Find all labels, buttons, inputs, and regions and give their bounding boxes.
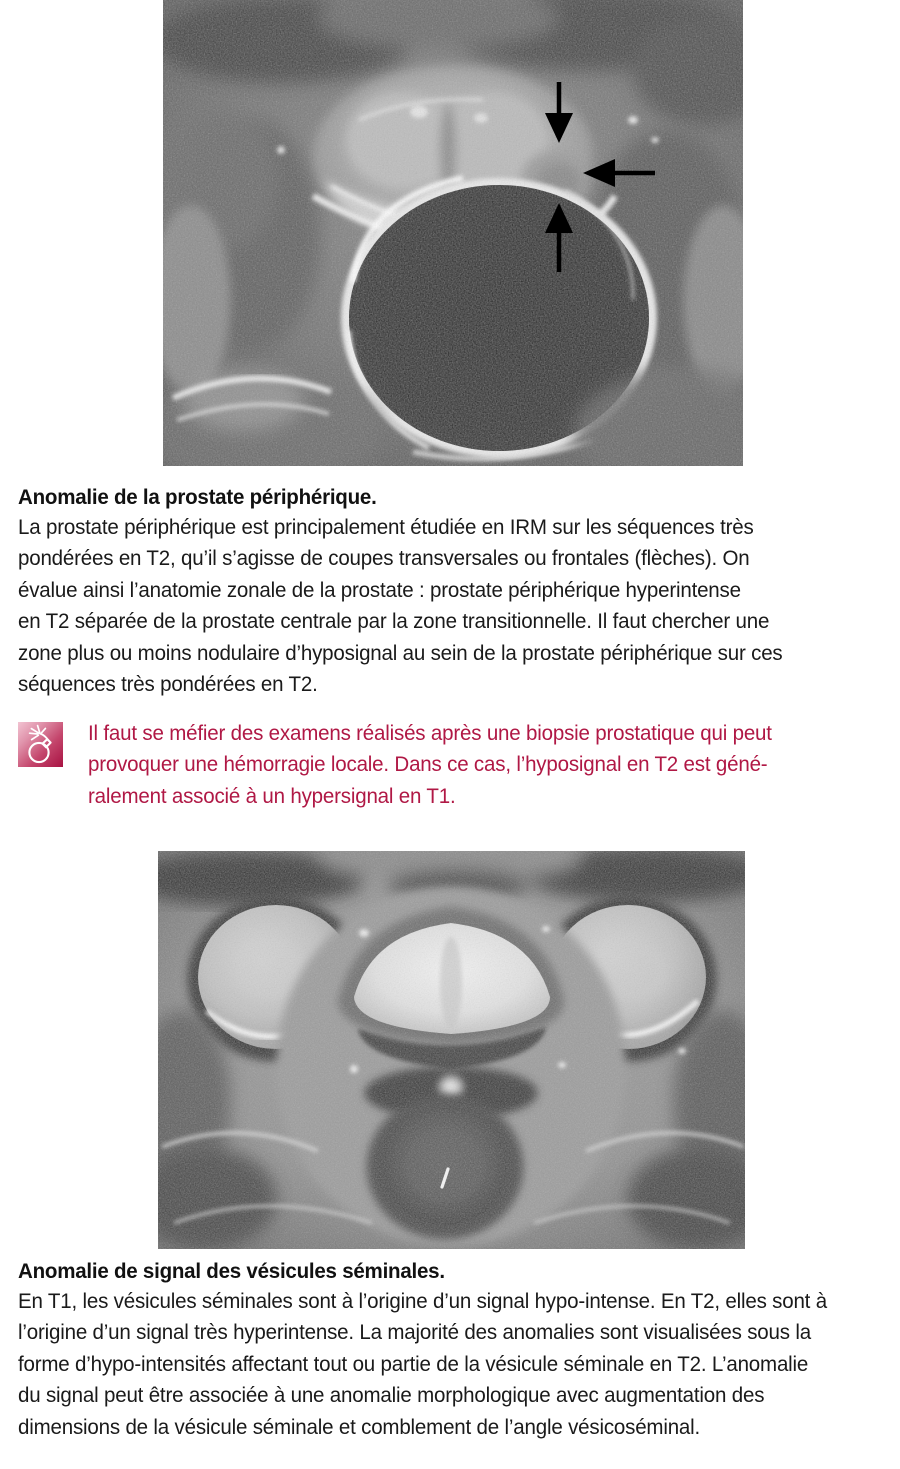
text-line: en T2 séparée de la prostate centrale par la zone transitionnelle. Il faut chercher une xyxy=(18,609,770,634)
warning-message xyxy=(88,718,846,812)
text-line: Il faut se méfier des examens réalisés après une biopsie prostatique qui peut xyxy=(88,721,772,745)
mri-prostate-image xyxy=(163,0,743,466)
warning-callout xyxy=(18,718,882,812)
text-line: forme d’hypo-intensités affectant tout ou partie de la vésicule séminale en T2. L’anomalie xyxy=(18,1351,809,1376)
text-line: du signal peut être associée à une anomalie morphologique avec augmentation des xyxy=(18,1383,765,1408)
text-line: évalue ainsi l’anatomie zonale de la prostate : prostate périphérique hyperintense xyxy=(18,577,741,602)
text-line: En T1, les vésicules séminales sont à l’origine d’un signal hypo-intense. En T2, elles sont à xyxy=(18,1289,827,1313)
text-line: zone plus ou moins nodulaire d’hyposignal au sein de la prostate périphérique sur ces xyxy=(18,640,783,665)
section-seminal-vesicles xyxy=(18,1256,882,1443)
bomb-icon-glyph xyxy=(18,722,63,767)
page-title-prostate: Anomalie de la prostate périphérique. xyxy=(18,485,377,509)
section-prostate xyxy=(18,482,882,700)
text-line: dimensions de la vésicule séminale et comblement de l’angle vésicoséminal. xyxy=(18,1414,701,1439)
text-line: ralement associé à un hypersignal en T1. xyxy=(88,783,456,808)
text-line: pondérées en T2, qu’il s’agisse de coupes transversales ou frontales (flèches). On xyxy=(18,546,750,571)
paragraph-prostate xyxy=(18,512,843,700)
paragraph-seminal-vesicles xyxy=(18,1286,843,1443)
page-title-seminal-vesicles: Anomalie de signal des vésicules séminales. xyxy=(18,1259,445,1283)
mri-figure-seminal-vesicles xyxy=(158,851,745,1249)
text-line: La prostate périphérique est principalement étudiée en IRM sur les séquences très xyxy=(18,515,754,539)
bomb-icon xyxy=(18,722,63,767)
text-line: séquences très pondérées en T2. xyxy=(18,672,318,697)
mri-seminal-vesicles-image xyxy=(158,851,745,1249)
text-line: l’origine d’un signal très hyperintense. La majorité des anomalies sont visualisées sous la xyxy=(18,1320,811,1345)
text-line: provoquer une hémorragie locale. Dans ce cas, l’hyposignal en T2 est géné- xyxy=(88,752,768,777)
mri-figure-prostate xyxy=(163,0,743,466)
